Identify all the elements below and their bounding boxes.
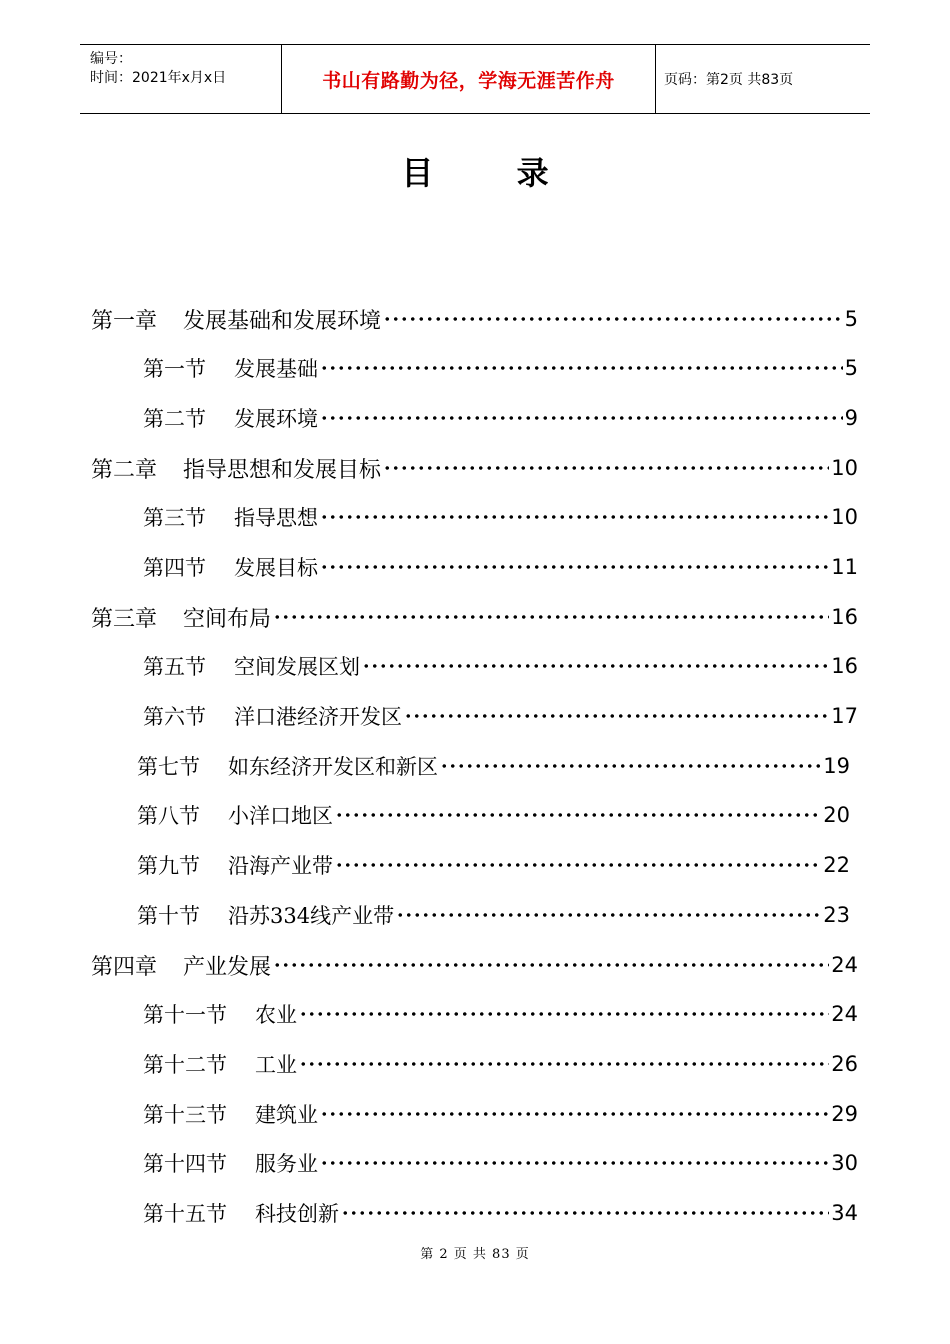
toc-page-number: 30: [831, 1151, 858, 1175]
dot-leader: [335, 813, 821, 817]
toc-section[interactable]: 第十五节 科技创新 34: [143, 1201, 858, 1226]
toc-section[interactable]: 第十二节 工业 26: [143, 1052, 858, 1077]
toc-section[interactable]: 第二节 发展环境 9: [143, 406, 858, 431]
toc-chapter[interactable]: 第二章 指导思想和发展目标 10: [91, 456, 858, 483]
toc-page-number: 34: [831, 1201, 858, 1225]
toc-section[interactable]: 第十三节 建筑业 29: [143, 1102, 858, 1127]
dot-leader: [320, 565, 829, 569]
dot-leader: [299, 1062, 829, 1066]
toc-chapter[interactable]: 第四章 产业发展 24: [91, 953, 858, 980]
toc-page-number: 11: [831, 555, 858, 579]
header-page-info: 页码：第2页 共83页: [664, 72, 794, 88]
page-header: [80, 44, 870, 114]
toc-page-number: 22: [823, 853, 850, 877]
toc-page-number: 23: [823, 903, 850, 927]
toc-chapter[interactable]: 第三章 空间布局 16: [91, 605, 858, 632]
toc-page-number: 17: [831, 704, 858, 728]
dot-leader: [320, 1161, 829, 1165]
page-title: 目 录: [401, 154, 585, 192]
dot-leader: [320, 515, 829, 519]
toc-section[interactable]: 第一节 发展基础 5: [143, 356, 858, 381]
toc-section[interactable]: 第十四节 服务业 30: [143, 1151, 858, 1176]
dot-leader: [396, 913, 821, 917]
toc-section[interactable]: 第六节 洋口港经济开发区 17: [143, 704, 858, 729]
toc-page-number: 24: [831, 1002, 858, 1026]
dot-leader: [362, 664, 829, 668]
toc-page-number: 29: [831, 1102, 858, 1126]
toc-page-number: 10: [831, 505, 858, 529]
dot-leader: [273, 963, 829, 967]
toc-page-number: 26: [831, 1052, 858, 1076]
page-footer: 第 2 页 共 83 页: [420, 1247, 530, 1262]
date-label: 时间：2021年x月x日: [90, 70, 227, 86]
toc-page-number: 19: [823, 754, 850, 778]
dot-leader: [440, 764, 821, 768]
header-motto: 书山有路勤为径，学海无涯苦作舟: [282, 45, 656, 113]
toc-section[interactable]: 第四节 发展目标 11: [143, 555, 858, 580]
toc-page-number: 16: [831, 605, 858, 629]
toc-page-number: 5: [844, 356, 858, 380]
toc-section[interactable]: 第八节 小洋口地区 20: [137, 803, 850, 828]
toc-section[interactable]: 第三节 指导思想 10: [143, 505, 858, 530]
header-meta: [80, 45, 282, 113]
dot-leader: [320, 1112, 829, 1116]
dot-leader: [320, 416, 843, 420]
dot-leader: [404, 714, 829, 718]
dot-leader: [273, 615, 829, 619]
toc-page-number: 16: [831, 654, 858, 678]
toc-chapter[interactable]: 第一章 发展基础和发展环境 5: [91, 307, 858, 334]
dot-leader: [299, 1012, 829, 1016]
toc-section[interactable]: 第十节 沿苏334线产业带 23: [137, 903, 850, 928]
dot-leader: [320, 366, 843, 370]
toc-section[interactable]: 第十一节 农业 24: [143, 1002, 858, 1027]
dot-leader: [341, 1211, 829, 1215]
toc-page-number: 5: [844, 307, 858, 331]
toc-page-number: 10: [831, 456, 858, 480]
toc-section[interactable]: 第五节 空间发展区划 16: [143, 654, 858, 679]
dot-leader: [335, 863, 821, 867]
toc-section[interactable]: 第九节 沿海产业带 22: [137, 853, 850, 878]
toc-page-number: 9: [844, 406, 858, 430]
toc-page-number: 24: [831, 953, 858, 977]
dot-leader: [383, 466, 829, 470]
toc-page-number: 20: [823, 803, 850, 827]
dot-leader: [383, 317, 843, 321]
number-label: 编号：: [90, 51, 132, 67]
toc-section[interactable]: 第七节 如东经济开发区和新区 19: [137, 754, 850, 779]
